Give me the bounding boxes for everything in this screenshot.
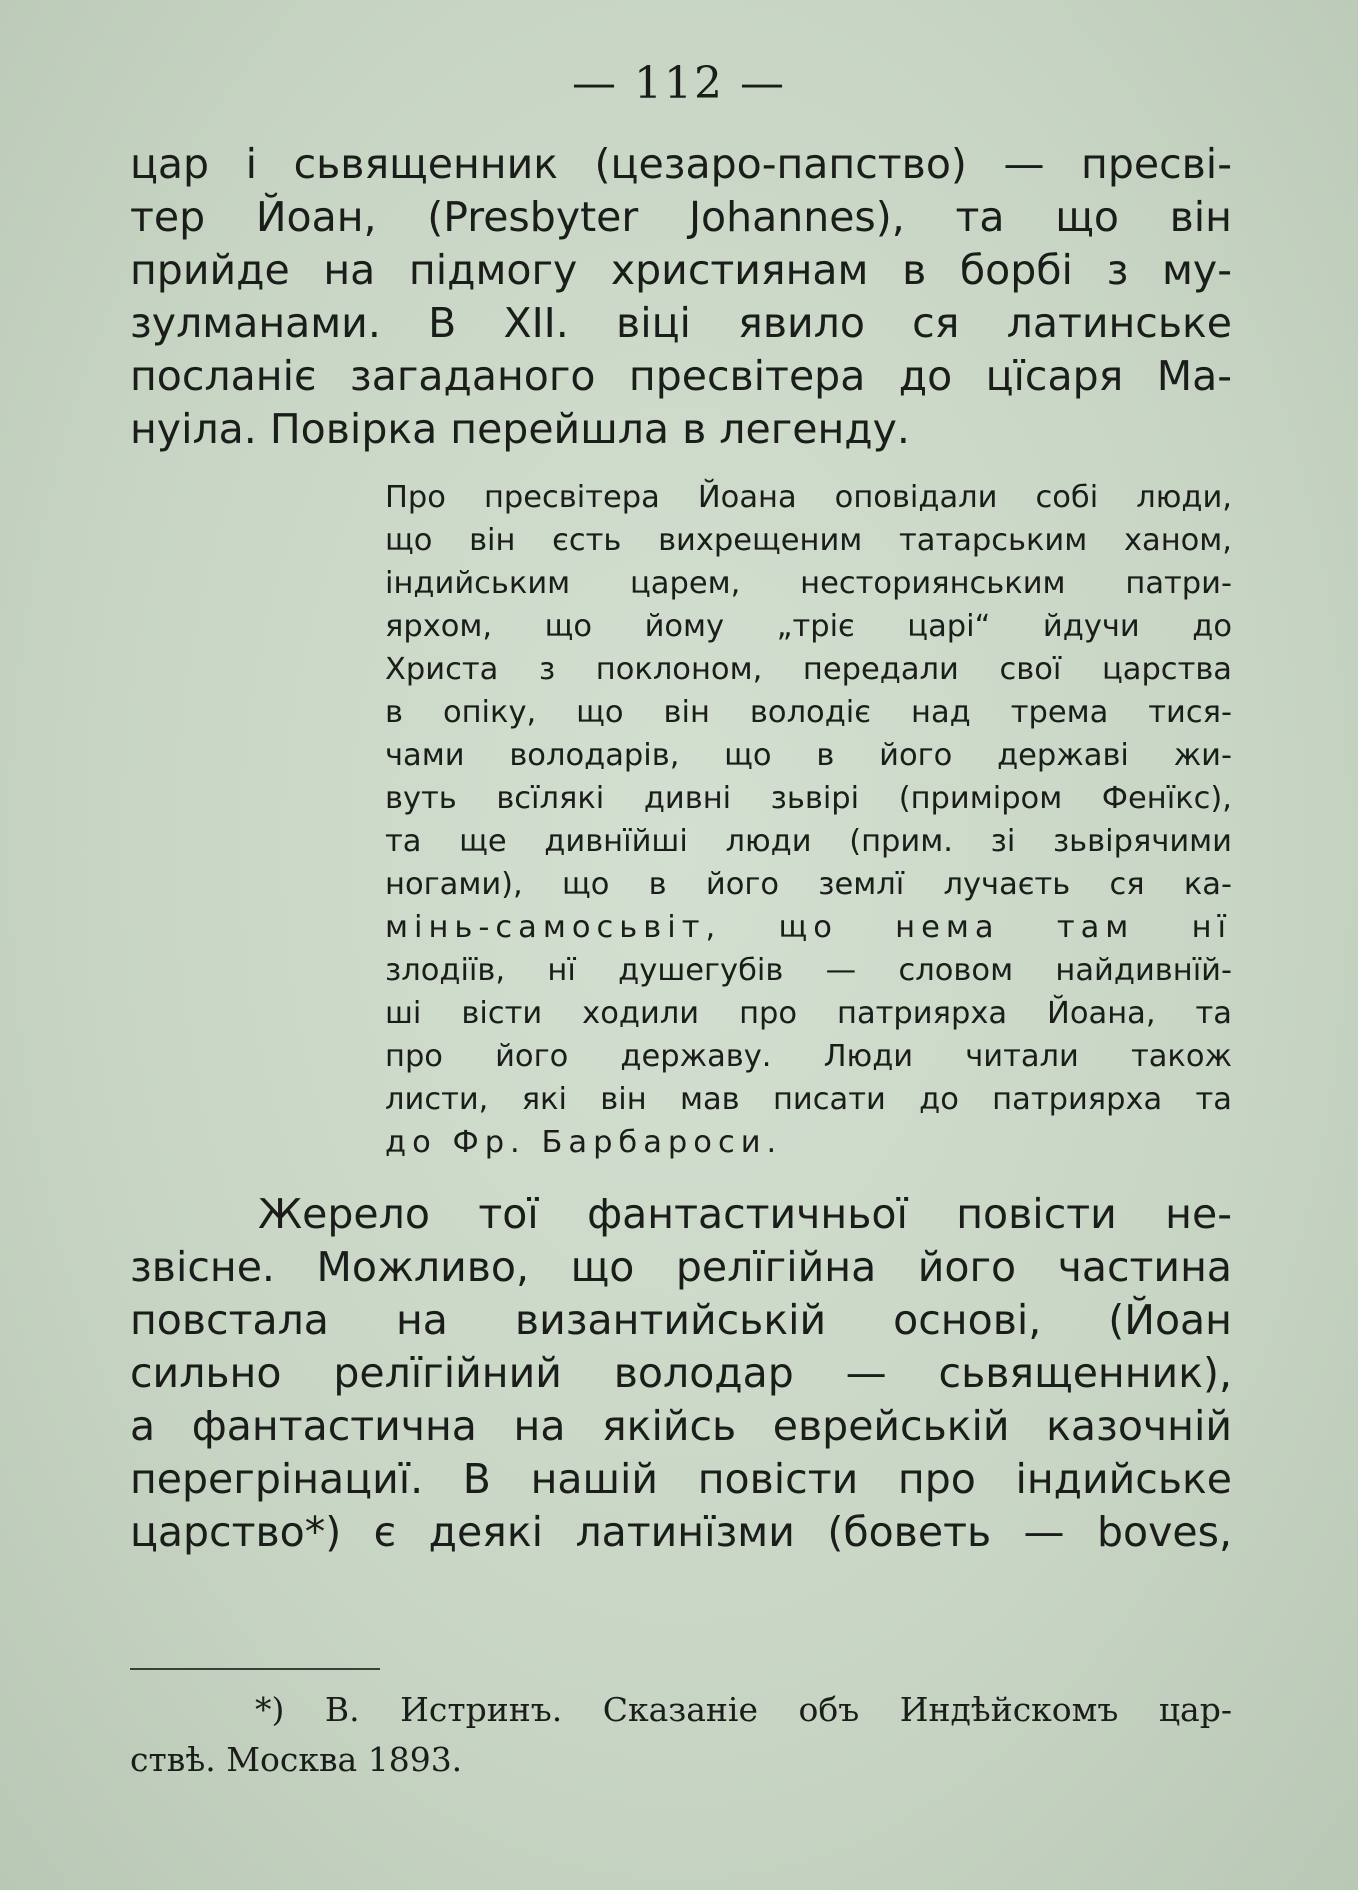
paragraph-1-line: нуіла. Повірка перейшла в легенду. [130,405,910,453]
quote-line: мінь-самосьвіт, що нема там нї [385,910,1232,945]
paragraph-2-line: перегрінациї. В нашій повісти про індийське [130,1455,1232,1503]
paragraph-2-line: царство*) є деякі латинїзми (боветь — boves, [130,1508,1232,1556]
quote-line: вуть всїлякі дивні зьвірі (приміром Фенїкс), [385,781,1232,816]
paragraph-1-line: прийде на підмогу християнам в борбі з му- [130,246,1232,294]
quote-line: злодіїв, нї душегубів — словом найдивнїй- [385,953,1232,988]
paragraph-1-line: зулманами. В XII. віці явило ся латинське [130,299,1232,347]
quote-line: листи, які він мав писати до патриярха та [385,1082,1232,1117]
footnote-line: *) В. Истринъ. Сказанiе объ Индѣйскомъ цар- [255,1690,1232,1729]
quote-line: індийським царем, несториянським патри- [385,566,1232,601]
quote-line: ногами), що в його землї лучаєть ся ка- [385,867,1232,902]
footnote-line: ствѣ. Москва 1893. [130,1740,463,1779]
quote-line: та ще дивнїйші люди (прим. зі зьвірячими [385,824,1232,859]
quote-line: що він єсть вихрещеним татарським ханом, [385,523,1232,558]
quote-line: ші вісти ходили про патриярха Йоана, та [385,996,1232,1031]
paragraph-2-line: сильно релїгійний володар — сьвященник), [130,1349,1232,1397]
paragraph-2-line: а фантастична на якійсь еврейській казочній [130,1402,1232,1450]
quote-line: чами володарів, що в його державі жи- [385,738,1232,773]
quote-line: до Фр. Барбароси. [385,1125,783,1160]
quote-line: Про пресвітера Йоана оповідали собі люди, [385,480,1232,515]
paragraph-2-line: повстала на византийській основі, (Йоан [130,1296,1232,1344]
paragraph-2-line: Жерело тої фантастичньої повісти не- [258,1190,1232,1238]
quote-line: Христа з поклоном, передали свої царства [385,652,1232,687]
quote-line: ярхом, що йому „тріє царі“ йдучи до [385,609,1232,644]
paragraph-2-line: звісне. Можливо, що релїгійна його частина [130,1243,1232,1291]
quote-line: в опіку, що він володіє над трема тися- [385,695,1232,730]
paragraph-1-line: посланіє загаданого пресвітера до цїсаря Ма- [130,352,1232,400]
page-number: — 112 — [572,58,786,109]
paragraph-1-line: тер Йоан, (Presbyter Johannes), та що він [130,193,1232,241]
quote-line: про його державу. Люди читали також [385,1039,1232,1074]
footnote-separator [130,1668,380,1670]
paragraph-1-line: цар і сьвященник (цезаро-папство) — пресві- [130,140,1232,188]
